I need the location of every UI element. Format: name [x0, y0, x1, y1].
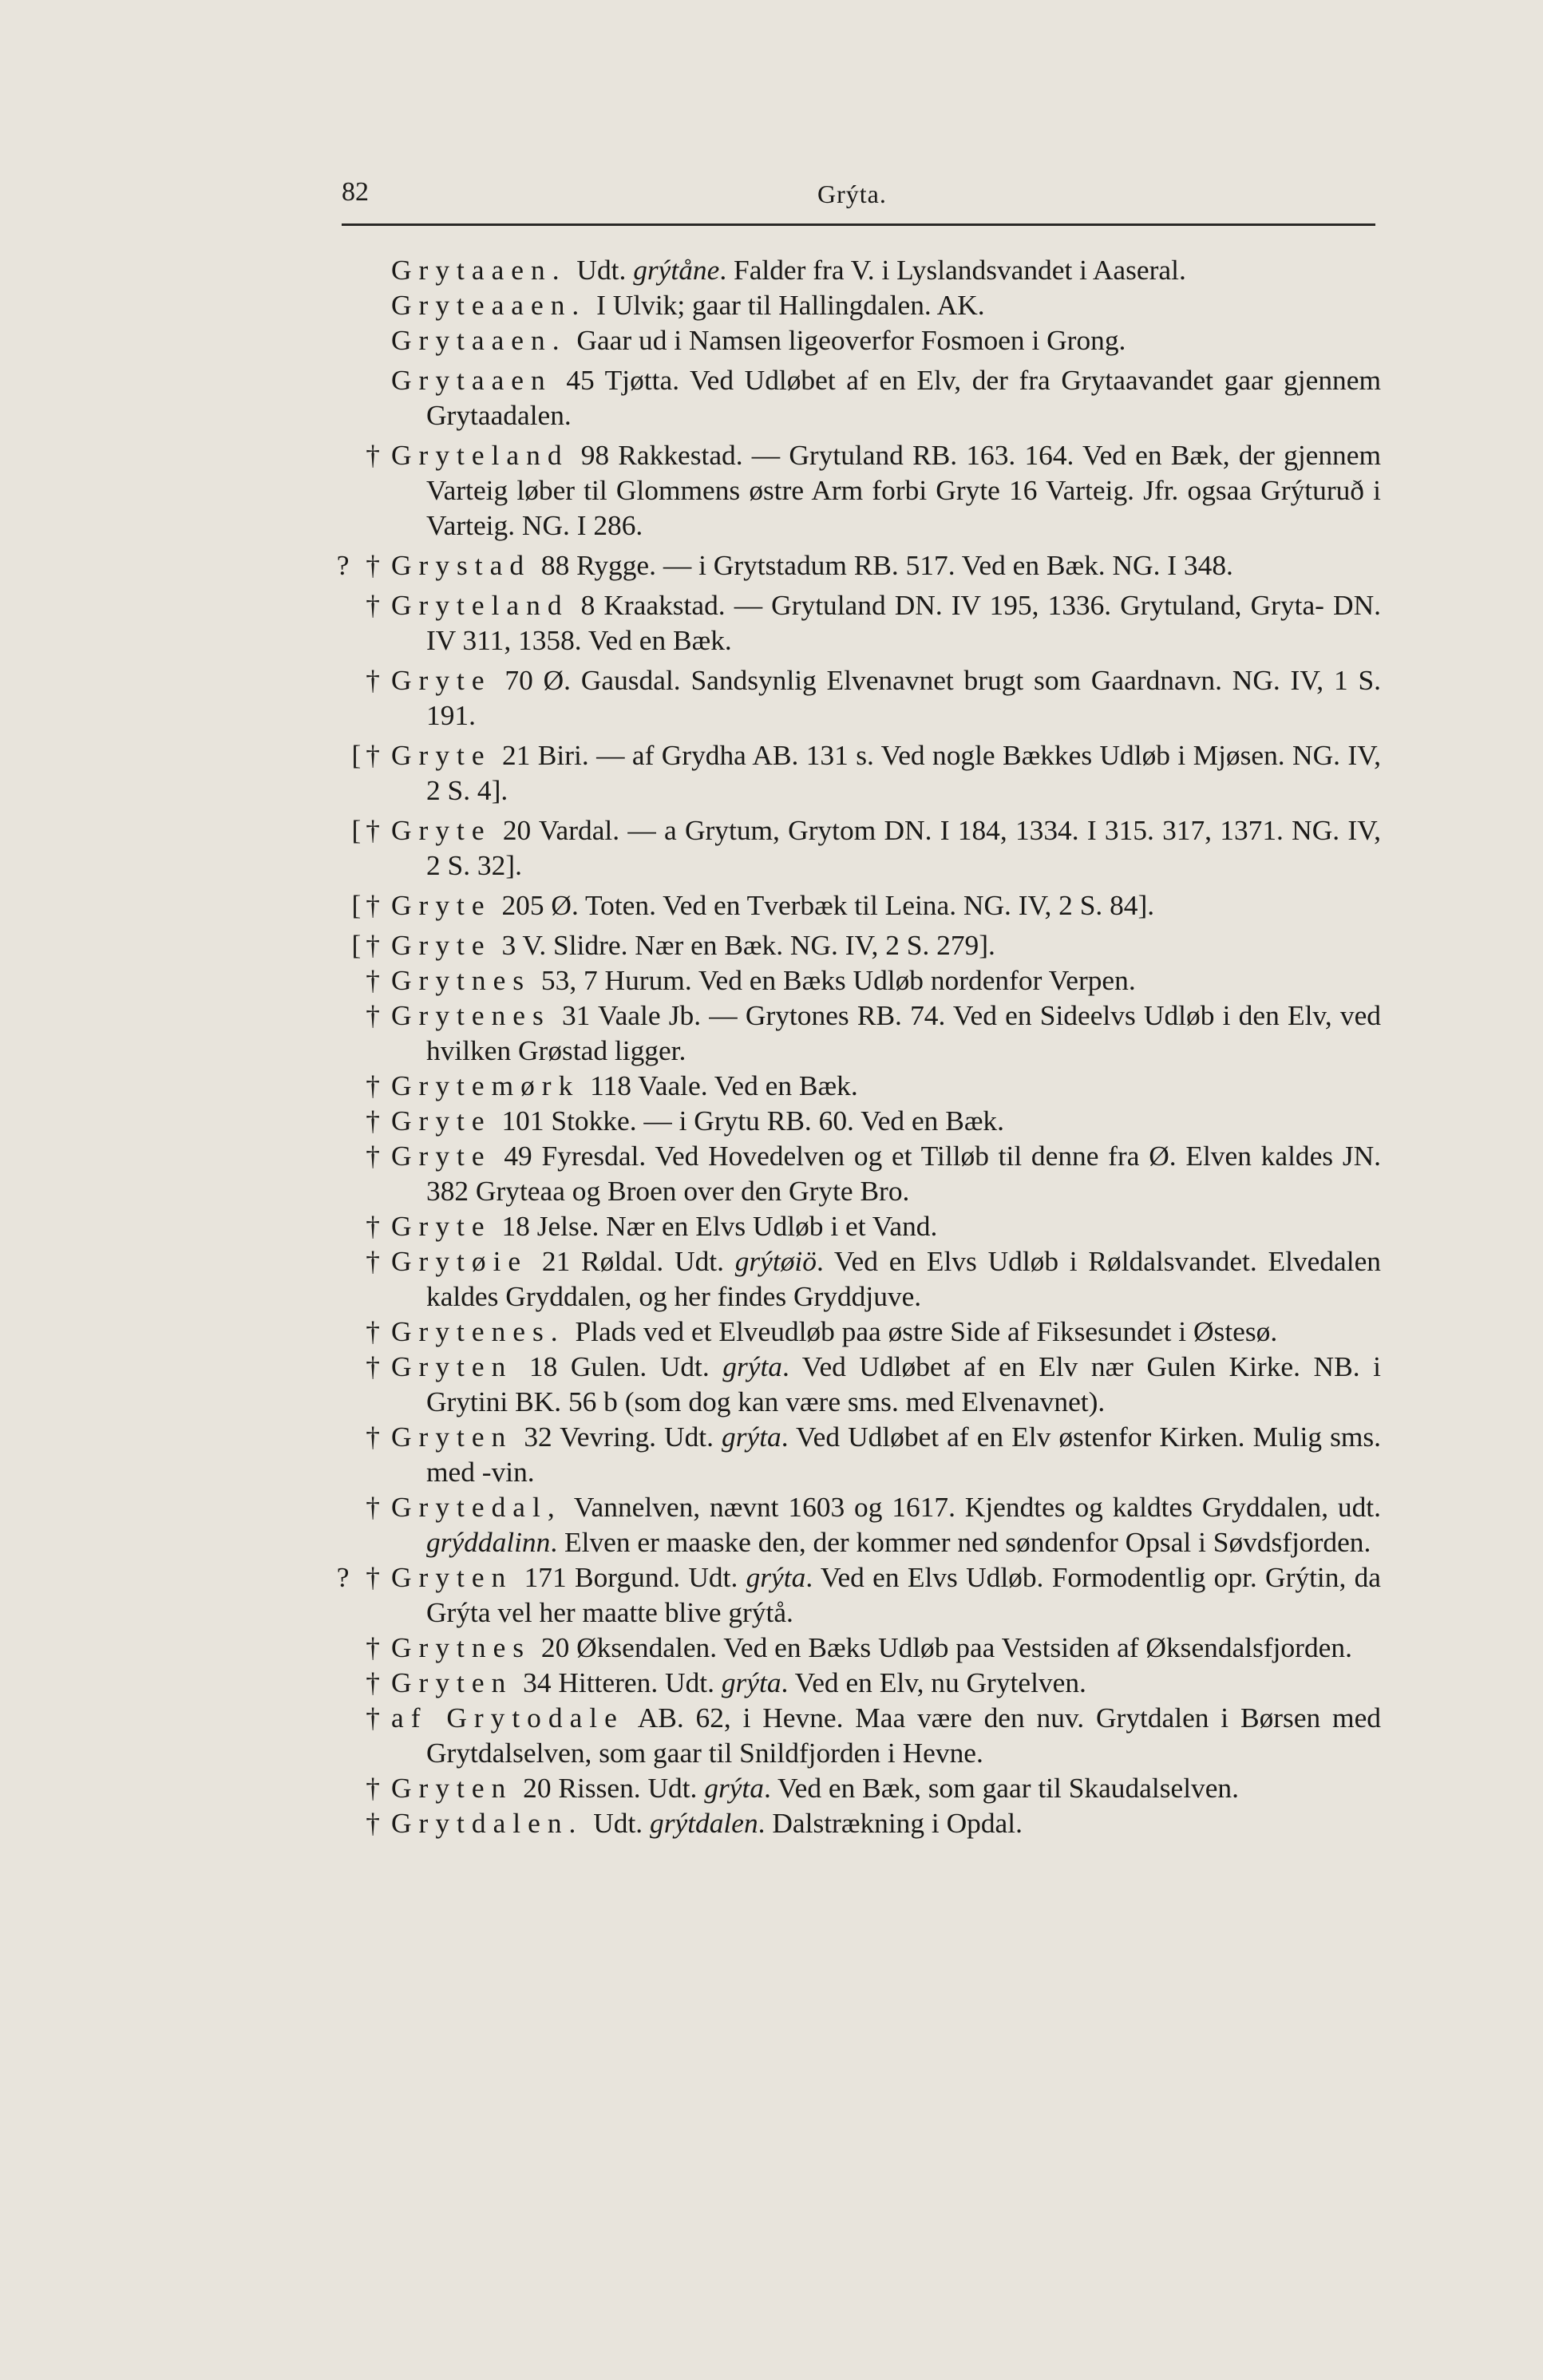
entry-headword: Grystad [391, 549, 532, 581]
entry-text: 49 Fyresdal. Ved Hovedelven og et Tilløb til denne fra Ø. Elven kaldes JN. 382 Gryteaa og Broen over den Gryte Bro. [426, 1140, 1382, 1207]
entry-text: Udt. [576, 254, 634, 286]
entry-body [391, 1491, 1381, 1558]
entry-text: 32 Vevring. Udt. [524, 1421, 722, 1453]
entry-headword: Gryte [391, 1140, 492, 1172]
entry-body [391, 439, 1381, 541]
entry-text: 53, 7 Hurum. Ved en Bæks Udløb nordenfor Verpen. [540, 964, 1136, 996]
entry-body [391, 364, 1381, 431]
entry-headword: Grytaaen. [391, 324, 567, 356]
entry-headword: Gryte [391, 1105, 492, 1137]
entry-text: 21 Røldal. Udt. [541, 1245, 735, 1277]
dictionary-entry [303, 1630, 1381, 1665]
entry-headword: Grytøie [391, 1245, 528, 1277]
entry-body [391, 1350, 1381, 1417]
entry-mark: † [366, 1491, 385, 1523]
entry-mark: † [366, 1140, 385, 1172]
dictionary-entry [303, 737, 1381, 808]
dictionary-entry [303, 437, 1381, 543]
entry-body [391, 1421, 1381, 1488]
entry-mark: [† [351, 929, 385, 961]
entry-headword: Grytnes [391, 964, 532, 996]
entry-mark: † [366, 999, 385, 1031]
dictionary-entry [303, 1419, 1381, 1489]
entry-body [391, 889, 1154, 921]
dictionary-entry [303, 1700, 1381, 1770]
entry-body [391, 324, 1126, 356]
page-header [342, 177, 1375, 230]
dictionary-entry [303, 1068, 1381, 1103]
dictionary-entry [303, 1560, 1381, 1630]
entry-pronunciation: grýtøiö [734, 1245, 817, 1277]
dictionary-entry [303, 1208, 1381, 1243]
entry-mark: † [366, 1245, 385, 1277]
entry-headword: Gryte [391, 1210, 492, 1242]
entry-body [391, 1210, 937, 1242]
dictionary-entry [303, 1489, 1381, 1560]
entry-headword: Gryte [391, 889, 492, 921]
entry-headword: Gryten [391, 1666, 513, 1698]
entry-headword: Grytaaen [391, 364, 552, 396]
entry-mark: † [366, 1702, 385, 1734]
entry-text: Gaar ud i Namsen ligeoverfor Fosmoen i Grong. [576, 324, 1126, 356]
entry-pronunciation: grýta [721, 1666, 781, 1698]
entry-text: 20 Rissen. Udt. [523, 1772, 705, 1804]
entry-body [391, 1807, 1023, 1839]
entry-pronunciation: grýta [746, 1561, 806, 1593]
entry-pronunciation: grýtåne [633, 254, 720, 286]
entry-headword: Gryte [391, 664, 492, 696]
entry-headword: Gryte [391, 929, 492, 961]
entry-text: 88 Rygge. — i Grytstadum RB. 517. Ved en Bæk. NG. I 348. [540, 549, 1233, 581]
entry-headword: Gryteland [391, 439, 569, 471]
entry-text: 205 Ø. Toten. Ved en Tverbæk til Leina. NG. IV, 2 S. 84]. [501, 889, 1155, 921]
entry-rest: . Ved Udløbet af en Elv østenfor Kirken. Mulig sms. med -vin. [426, 1421, 1381, 1488]
entry-pronunciation: grýddalinn [426, 1526, 551, 1558]
entry-body [391, 1631, 1352, 1663]
entry-headword: Grytnes [391, 1631, 532, 1663]
entry-text: 98 Rakkestad. — Grytuland RB. 163. 164. Ved en Bæk, der gjennem Varteig løber til Glommens østre Arm forbi Gryte 16 Varteig. Jfr. ogsaa Grýturuð i Varteig. NG. I 286. [426, 439, 1381, 541]
entry-headword: Gryteland [391, 589, 569, 621]
dictionary-entry [303, 1770, 1381, 1805]
header-rule [342, 223, 1375, 226]
entry-headword: Grytenes. [391, 1315, 565, 1347]
dictionary-entry [303, 1314, 1381, 1349]
entry-body [391, 1245, 1381, 1312]
entry-headword: Gryten [391, 1561, 513, 1593]
entry-mark: † [366, 1666, 385, 1698]
entry-body [391, 1561, 1381, 1628]
entry-text: 31 Vaale Jb. — Grytones RB. 74. Ved en Sideelvs Udløb i den Elv, ved hvilken Grøstad ligger. [426, 999, 1381, 1066]
entry-mark: † [366, 964, 385, 996]
entry-mark: † [366, 1421, 385, 1453]
entry-text: Vannelven, nævnt 1603 og 1617. Kjendtes og kaldtes Gryddalen, udt. [573, 1491, 1381, 1523]
entry-body [391, 664, 1381, 731]
entry-mark: † [366, 1105, 385, 1137]
entry-headword: Gryten [391, 1421, 513, 1453]
dictionary-entry [303, 963, 1381, 998]
entry-text: 118 Vaale. Ved en Bæk. [590, 1069, 858, 1101]
entry-body [391, 929, 995, 961]
dictionary-entry [303, 1805, 1381, 1840]
entry-rest: . Ved en Elvs Udløb. Formodentlig opr. Grýtin, da Grýta vel her maatte blive grýtå. [426, 1561, 1381, 1628]
dictionary-entry [303, 662, 1381, 733]
dictionary-entry [303, 587, 1381, 658]
entry-text: 45 Tjøtta. Ved Udløbet af en Elv, der fra Grytaavandet gaar gjennem Grytaadalen. [426, 364, 1381, 431]
entry-mark: † [366, 1807, 385, 1839]
dictionary-entry [303, 1103, 1381, 1138]
entry-body [391, 1105, 1004, 1137]
entry-headword: Grytenes [391, 999, 551, 1031]
entry-body [391, 1666, 1086, 1698]
entry-rest: . Elven er maaske den, der kommer ned søndenfor Opsal i Søvdsfjorden. [550, 1526, 1371, 1558]
entry-body [391, 289, 985, 321]
entry-body [391, 1315, 1277, 1347]
dictionary-entry [303, 1665, 1381, 1700]
entry-rest: . Falder fra V. i Lyslandsvandet i Aaseral. [719, 254, 1186, 286]
entry-mark: † [366, 1210, 385, 1242]
dictionary-entry [303, 362, 1381, 433]
entry-mark: † [366, 439, 385, 471]
entry-text: 20 Vardal. — a Grytum, Grytom DN. I 184, 1334. I 315. 317, 1371. NG. IV, 2 S. 32]. [426, 814, 1381, 881]
entry-body [391, 1702, 1381, 1769]
entry-text: 18 Jelse. Nær en Elvs Udløb i et Vand. [501, 1210, 938, 1242]
entry-rest: . Ved en Elv, nu Grytelven. [781, 1666, 1086, 1698]
entry-mark: [† [351, 814, 385, 846]
entry-mark: † [366, 1069, 385, 1101]
entry-body [391, 814, 1381, 881]
entry-headword: Gryten [391, 1772, 513, 1804]
dictionary-entry [303, 812, 1381, 883]
entry-headword: Gryteaaen. [391, 289, 587, 321]
entry-mark: [† [351, 739, 385, 771]
entry-mark: † [366, 589, 385, 621]
entry-mark: † [366, 1315, 385, 1347]
entry-headword: Gryten [391, 1350, 513, 1382]
entry-text: 3 V. Slidre. Nær en Bæk. NG. IV, 2 S. 279]. [501, 929, 995, 961]
entry-mark: † [366, 1350, 385, 1382]
entry-pronunciation: grýta [722, 1350, 783, 1382]
entry-text: 70 Ø. Gausdal. Sandsynlig Elvenavnet brugt som Gaardnavn. NG. IV, 1 S. 191. [426, 664, 1381, 731]
entry-headword: Gryte [391, 814, 492, 846]
dictionary-entry [303, 927, 1381, 963]
dictionary-entry [303, 548, 1381, 583]
entry-headword: Grytaaen. [391, 254, 567, 286]
entry-body [391, 549, 1233, 581]
entry-headword: Grytemørk [391, 1069, 580, 1101]
entry-pronunciation: grýta [722, 1421, 781, 1453]
entry-text: 34 Hitteren. Udt. [523, 1666, 722, 1698]
entry-text: Udt. [593, 1807, 651, 1839]
page-number: 82 [342, 177, 369, 207]
entry-rest: . Ved en Elvs Udløb i Røldalsvandet. Elvedalen kaldes Gryddalen, og her findes Gryddjuve. [426, 1245, 1381, 1312]
entry-headword: Gryte [391, 739, 492, 771]
entry-headword: Grytedal, [391, 1491, 562, 1523]
entry-text: 101 Stokke. — i Grytu RB. 60. Ved en Bæk. [501, 1105, 1004, 1137]
entry-list [303, 252, 1381, 1840]
entry-headword: af Grytodale [391, 1702, 624, 1734]
entry-body [391, 964, 1136, 996]
entry-text: 18 Gulen. Udt. [528, 1350, 723, 1382]
running-head: Grýta. [817, 180, 887, 208]
entry-text: 171 Borgund. Udt. [524, 1561, 746, 1593]
dictionary-entry [303, 287, 1381, 322]
entry-body [391, 1772, 1239, 1804]
dictionary-entry [303, 888, 1381, 923]
dictionary-entry [303, 252, 1381, 287]
entry-pronunciation: grýta [704, 1772, 764, 1804]
entry-text: Plads ved et Elveudløb paa østre Side af Fiksesundet i Østesø. [575, 1315, 1278, 1347]
entry-mark: ? † [336, 549, 385, 581]
entry-body [391, 1069, 858, 1101]
entry-body [391, 254, 1186, 286]
dictionary-entry [303, 1138, 1381, 1208]
entry-mark: [† [351, 889, 385, 921]
entry-rest: . Dalstrækning i Opdal. [758, 1807, 1023, 1839]
entry-pronunciation: grýtdalen [650, 1807, 758, 1839]
entry-rest: . Ved Udløbet af en Elv nær Gulen Kirke. NB. i Grytini BK. 56 b (som dog kan være sms. med Elvenavnet). [426, 1350, 1381, 1417]
entry-text: AB. 62, i Hevne. Maa være den nuv. Grytdalen i Børsen med Grytdalselven, som gaar til Snildfjorden i Hevne. [426, 1702, 1381, 1769]
entry-text: 8 Kraakstad. — Grytuland DN. IV 195, 1336. Grytuland, Gryta- DN. IV 311, 1358. Ved en Bæk. [426, 589, 1381, 656]
entry-rest: . Ved en Bæk, som gaar til Skaudalselven. [763, 1772, 1239, 1804]
entry-body [391, 739, 1381, 806]
entry-body [391, 589, 1381, 656]
dictionary-entry [303, 1349, 1381, 1419]
entry-text: 21 Biri. — af Grydha AB. 131 s. Ved nogle Bækkes Udløb i Mjøsen. NG. IV, 2 S. 4]. [426, 739, 1381, 806]
dictionary-entry [303, 998, 1381, 1068]
entry-mark: † [366, 664, 385, 696]
entry-body [391, 1140, 1381, 1207]
entry-mark: † [366, 1772, 385, 1804]
entry-text: 20 Øksendalen. Ved en Bæks Udløb paa Vestsiden af Øksendalsfjorden. [540, 1631, 1352, 1663]
entry-mark: ? † [336, 1561, 385, 1593]
dictionary-entry [303, 322, 1381, 358]
entry-body [391, 999, 1381, 1066]
dictionary-entry [303, 1243, 1381, 1314]
entry-mark: † [366, 1631, 385, 1663]
entry-text: I Ulvik; gaar til Hallingdalen. AK. [596, 289, 985, 321]
entry-headword: Grytdalen. [391, 1807, 584, 1839]
